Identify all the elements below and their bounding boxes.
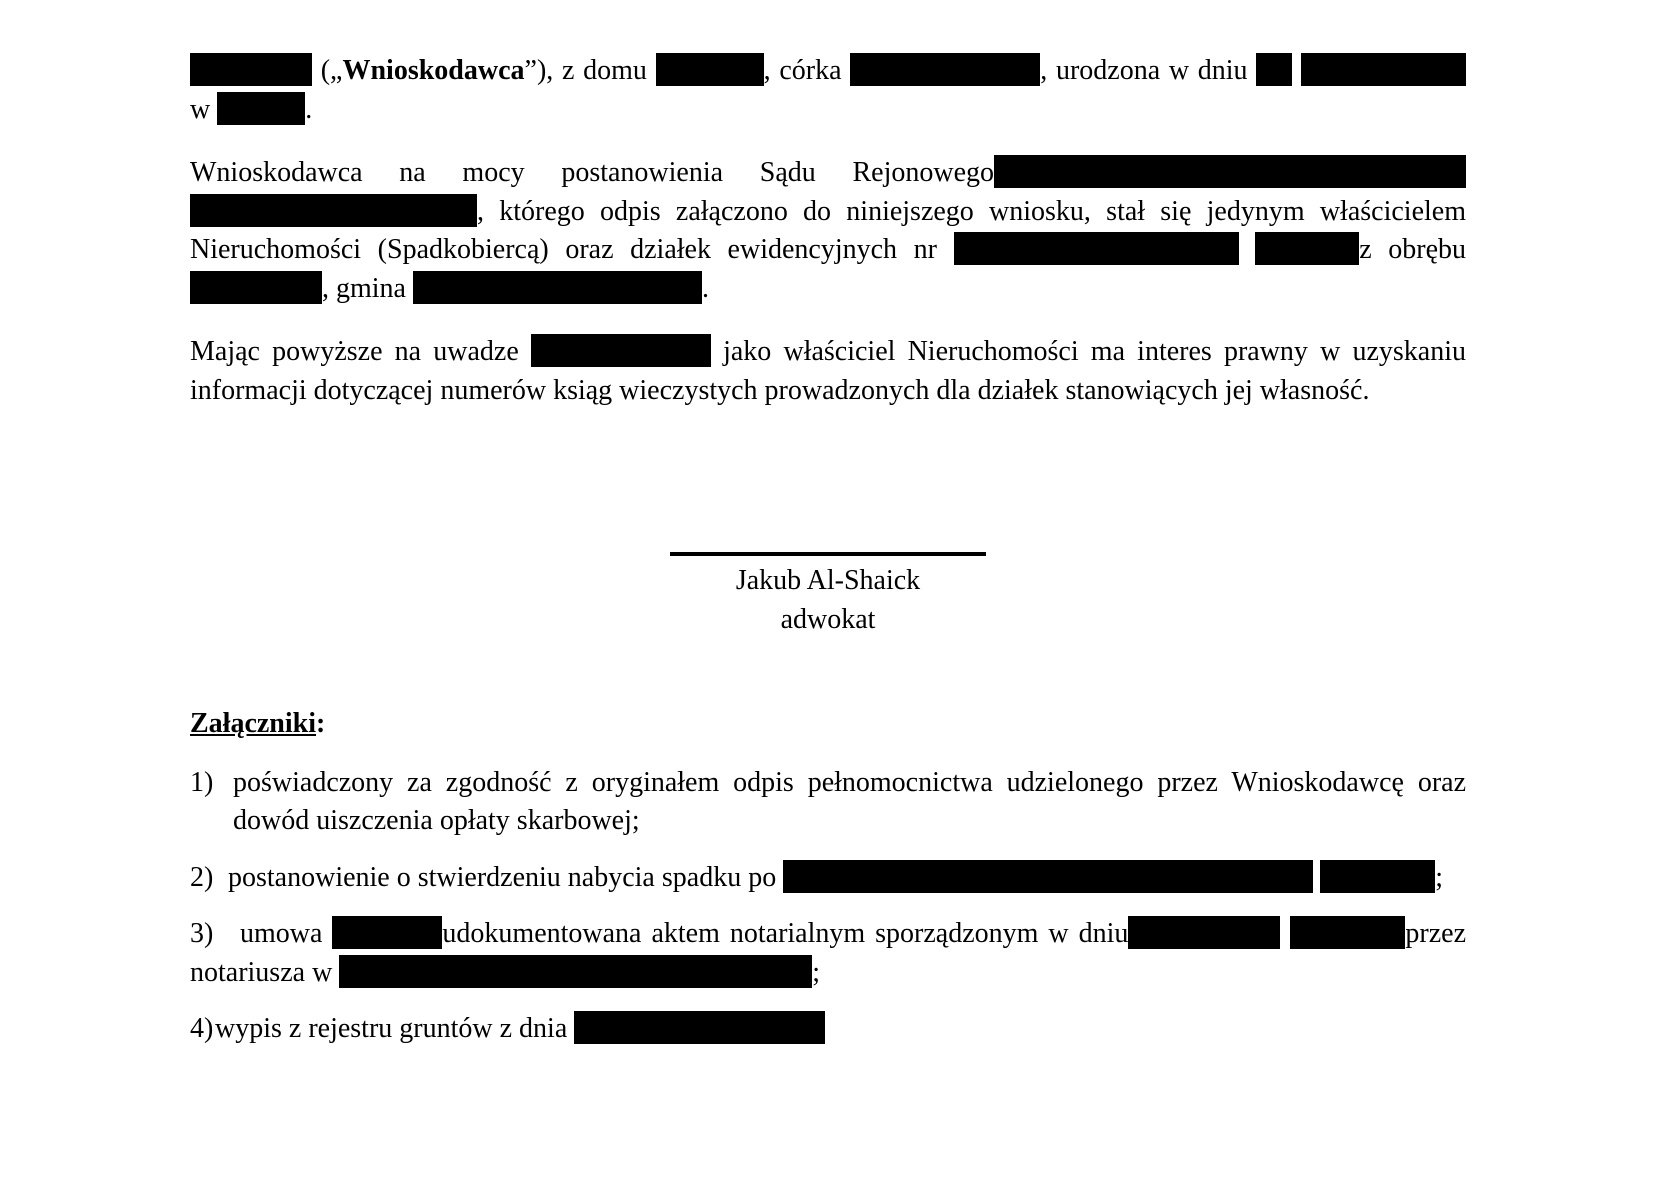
bold-text-run: Wnioskodawca xyxy=(342,55,525,86)
text-run: poświadczony za zgodność z oryginałem odpis pełnomocnictwa udzielonego przez Wnioskodawcę oraz dowód uiszczenia opłaty skarbowej; xyxy=(233,766,1466,836)
text-run: postanowienie o stwierdzeniu nabycia spadku po xyxy=(228,861,784,893)
attachments-heading xyxy=(190,705,1466,744)
paragraph-applicant-intro xyxy=(190,52,1466,129)
text-run: . xyxy=(702,272,709,304)
redaction-block xyxy=(339,955,812,988)
attachment-item-4-text xyxy=(215,1013,825,1044)
redaction-block xyxy=(332,916,442,949)
redaction-block xyxy=(954,232,1239,265)
attachment-item-2 xyxy=(190,859,1466,898)
text-run xyxy=(1292,55,1301,86)
redaction-block xyxy=(190,194,477,227)
attachment-item-2-marker: 2) xyxy=(190,861,214,893)
redaction-block xyxy=(1128,916,1280,949)
attachment-item-3-marker: 3) xyxy=(190,918,214,949)
redaction-block xyxy=(190,53,312,86)
text-run: ; xyxy=(812,956,821,988)
attachments-heading-colon: : xyxy=(316,708,326,739)
redaction-block xyxy=(413,271,702,304)
text-run: jako właściciel Nieruchomości ma interes prawny w uzyskaniu informacji dotyczącej numerów ksiąg wieczystych prowadzonych dla działek stanowiących jej własność. xyxy=(190,336,1466,406)
signature-line xyxy=(670,552,986,556)
text-run: wypis z rejestru gruntów z dnia xyxy=(215,1013,575,1044)
redaction-block xyxy=(574,1011,825,1044)
attachment-item-4-marker: 4) xyxy=(190,1013,214,1044)
text-run: ”), z domu xyxy=(524,55,656,86)
text-run: przez notariusza w xyxy=(190,918,1466,988)
attachment-item-4 xyxy=(190,1010,1466,1049)
attachment-item-3 xyxy=(190,915,1466,992)
text-run: , córka xyxy=(763,55,851,86)
signature-name: Jakub Al-Shaick xyxy=(735,565,921,596)
attachment-item-2-text xyxy=(228,862,1443,893)
text-run: umowa xyxy=(240,918,333,949)
redaction-block xyxy=(217,92,305,125)
text-run xyxy=(1280,918,1290,949)
redaction-block xyxy=(994,155,1466,188)
text-run: Mając powyższe na uwadze xyxy=(190,336,531,367)
signature-role: adwokat xyxy=(780,603,876,635)
redaction-block xyxy=(783,860,1313,893)
signature-block xyxy=(190,552,1466,639)
attachment-item-1 xyxy=(190,764,1466,841)
redaction-block xyxy=(656,53,764,86)
redaction-block xyxy=(1290,916,1405,949)
redaction-block xyxy=(531,334,711,367)
text-run: Wnioskodawca na mocy postanowienia Sądu Rejonowego xyxy=(190,157,994,188)
attachment-item-3-text xyxy=(190,918,1466,988)
text-run: („ xyxy=(312,55,343,86)
redaction-block xyxy=(1255,232,1359,265)
redaction-block xyxy=(1301,53,1466,86)
text-run: udokumentowana aktem notarialnym sporządzonym w dniu xyxy=(442,918,1129,949)
text-run: , gmina xyxy=(322,272,413,304)
attachment-item-1-marker: 1) xyxy=(190,766,214,798)
attachments-heading-label: Załączniki xyxy=(190,708,317,739)
paragraph-legal-interest xyxy=(190,333,1466,410)
paragraph-court-decision xyxy=(190,154,1466,308)
redaction-block xyxy=(190,271,322,304)
text-run: , którego odpis załączono do niniejszego wniosku, stał się jedynym właścicielem Nieruchomości (Spadkobiercą) oraz działek ewidencyjnych nr xyxy=(190,195,1466,265)
attachment-item-1-text xyxy=(233,767,1466,837)
text-run xyxy=(1239,234,1256,265)
text-run: , urodzona w dniu xyxy=(1040,55,1257,86)
text-run: z obrębu xyxy=(1359,234,1466,265)
text-run: ; xyxy=(1435,861,1443,893)
redaction-block xyxy=(1256,53,1292,86)
redaction-block xyxy=(850,53,1040,86)
text-run xyxy=(1313,862,1320,893)
redaction-block xyxy=(1320,860,1435,893)
text-run: w xyxy=(190,93,218,125)
text-run: . xyxy=(305,93,313,125)
